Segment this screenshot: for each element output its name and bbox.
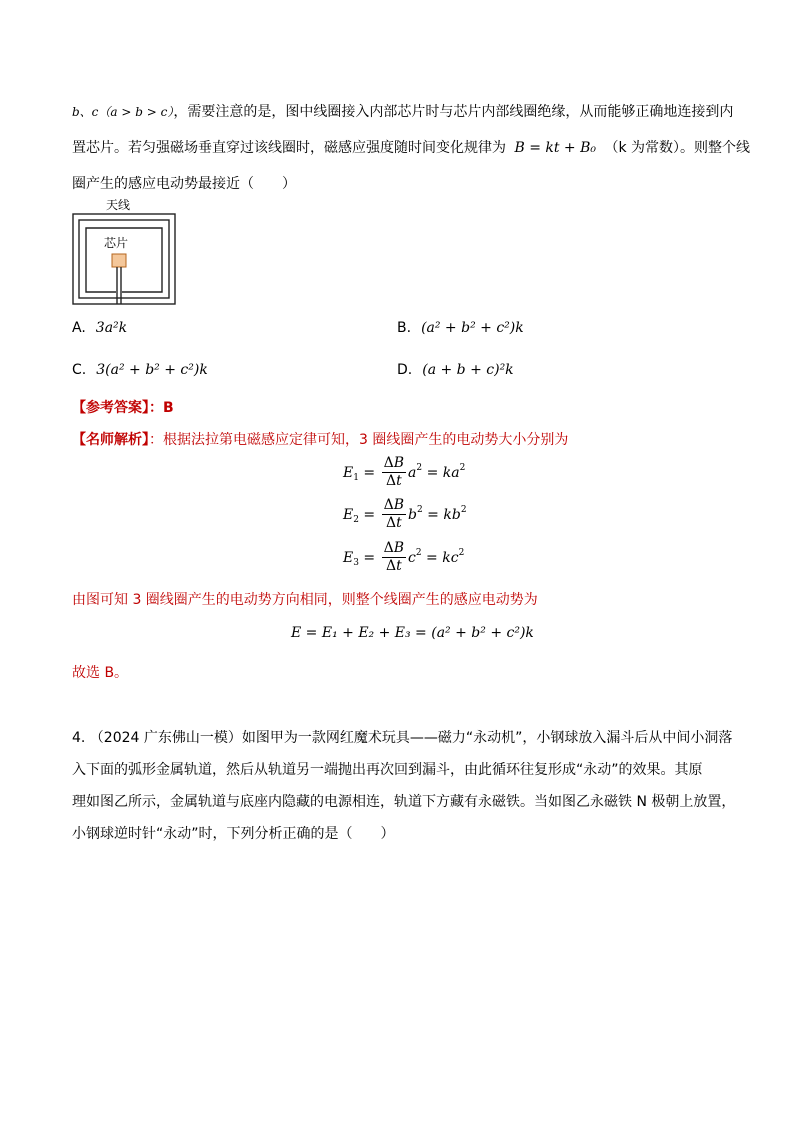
- option-c-label: C.: [72, 362, 87, 378]
- q4-line-2: [72, 760, 703, 780]
- equation-e3: $E_3$ = $\frac{\Delta B}{\Delta t}$ $c^2 = kc^2$: [343, 540, 465, 574]
- q3-field-law: B = kt + B₀: [514, 140, 597, 156]
- coil-diagram: [70, 198, 180, 308]
- q3-line3-text: 圈产生的感应电动势最接近（ ）: [72, 176, 296, 192]
- equation-total-text: E = E₁ + E₂ + E₃ = (a² + b² + c²)k: [291, 625, 534, 641]
- q4-line2-text: 入下面的弧形金属轨道，然后从轨道另一端抛出再次回到漏斗，由此循环往复形成“永动”的效果。其原: [72, 762, 703, 778]
- option-a[interactable]: [72, 318, 127, 338]
- option-c-text: 3(a² + b² + c²)k: [96, 362, 208, 378]
- q3-line-3: [72, 174, 296, 194]
- conclusion-text: 由图可知 3 圈线圈产生的电动势方向相同，则整个线圈产生的感应电动势为: [72, 592, 538, 608]
- analysis-label: 【名师解析】: [72, 432, 149, 448]
- option-b-label: B.: [397, 320, 412, 336]
- option-d-text: (a + b + c)²k: [422, 362, 514, 378]
- equation-e1: $E_1$ = $\frac{\Delta B}{\Delta t}$ $a^2 = ka^2$: [343, 455, 466, 489]
- choose-text: 故选 B。: [72, 665, 129, 681]
- answer-value: ：B: [149, 400, 174, 416]
- coil-figure: [70, 198, 180, 308]
- equation-total: [291, 625, 534, 641]
- q4-line-1: [72, 728, 732, 748]
- analysis-text: ：根据法拉第电磁感应定律可知，3 圈线圈产生的电动势大小分别为: [149, 432, 569, 448]
- option-d-label: D.: [397, 362, 413, 378]
- q3-line1-text: ，需要注意的是，图中线圈接入内部芯片时与芯片内部线圈绝缘，从而能够正确地连接到内: [173, 104, 734, 120]
- option-a-label: A.: [72, 320, 86, 336]
- equation-e2: $E_2$ = $\frac{\Delta B}{\Delta t}$ $b^2 = kb^2$: [343, 497, 467, 531]
- option-d[interactable]: [397, 360, 514, 380]
- chip: [112, 254, 126, 267]
- q3-line2-start: 置芯片。若匀强磁场垂直穿过该线圈时，磁感应强度随时间变化规律为: [72, 140, 506, 156]
- antenna-label: 天线: [106, 198, 131, 212]
- answer-line: [72, 398, 174, 418]
- conclusion-line: [72, 590, 538, 610]
- q4-line1-text: 4. （2024 广东佛山一模）如图甲为一款网红魔术玩具——磁力“永动机”，小钢球放入漏斗后从中间小洞落: [72, 730, 733, 746]
- analysis-line: [72, 430, 568, 450]
- option-b-text: (a² + b² + c²)k: [421, 320, 524, 336]
- option-a-text: 3a²k: [95, 320, 128, 336]
- choose-line: [72, 663, 128, 683]
- option-c[interactable]: [72, 360, 208, 380]
- answer-label: 【参考答案】: [72, 400, 149, 416]
- q4-line3-text: 理如图乙所示，金属轨道与底座内隐藏的电源相连，轨道下方藏有永磁铁。当如图乙永磁铁 N 极朝上放置，: [72, 794, 736, 810]
- option-b[interactable]: [397, 318, 524, 338]
- q4-line-3: [72, 792, 735, 812]
- q3-line-1: [72, 102, 733, 122]
- q3-line-2: [72, 138, 750, 158]
- q4-line4-text: 小钢球逆时针“永动”时，下列分析正确的是（ ）: [72, 826, 395, 842]
- chip-label: 芯片: [104, 236, 129, 250]
- q4-line-4: [72, 824, 395, 844]
- q3-intro-vars: b、c（a > b > c）: [72, 105, 174, 119]
- q3-line2-end: （k 为常数）。则整个线: [604, 140, 751, 156]
